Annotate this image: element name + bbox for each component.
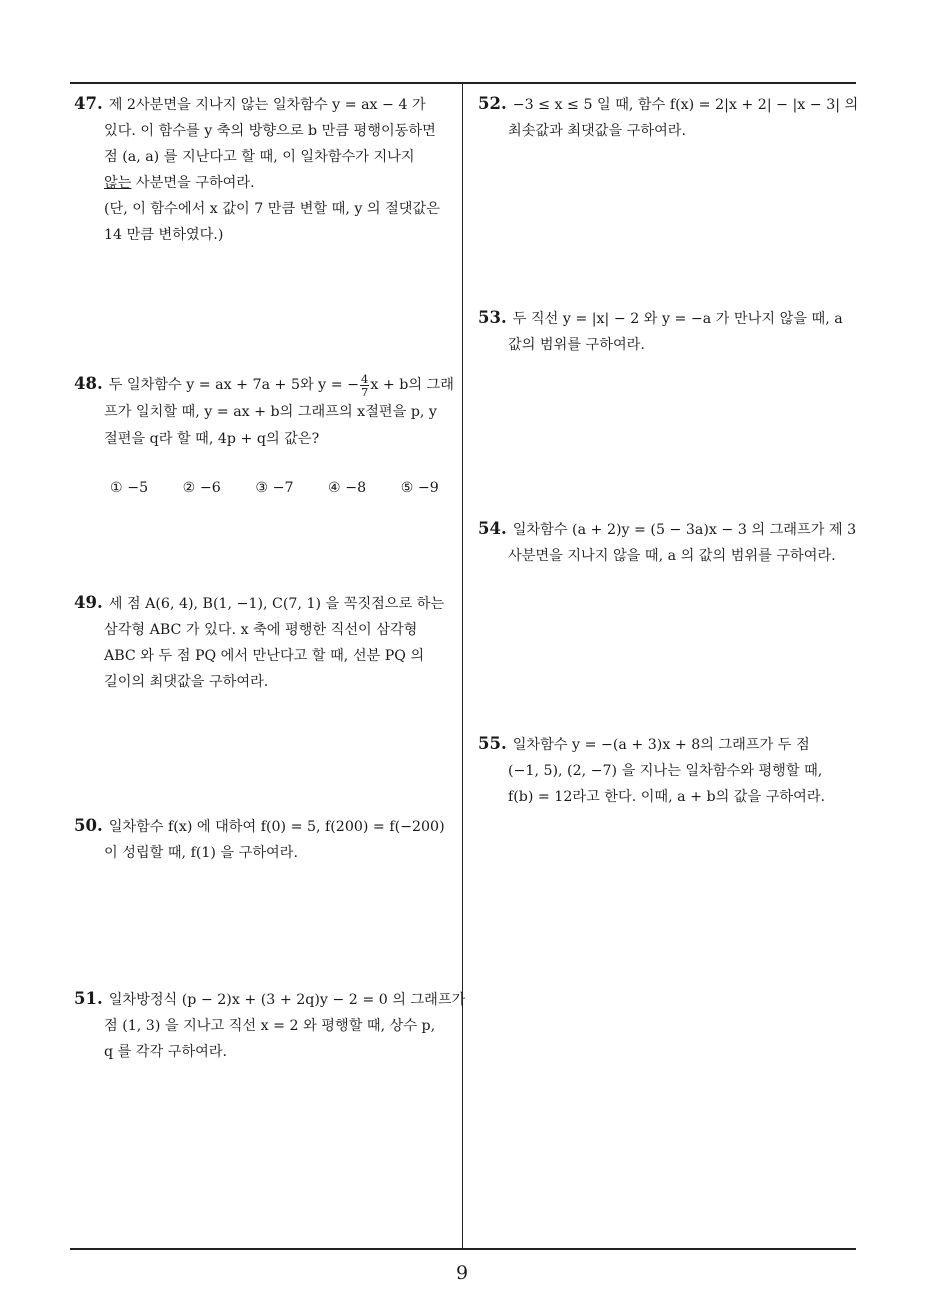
- problem-condition: (단, 이 함수에서 x 값이 7 만큼 변할 때, y 의 절댓값은: [104, 201, 440, 217]
- problem-text: 있다. 이 함수를 y 축의 방향으로 b 만큼 평행이동하면: [104, 123, 436, 139]
- problem-47: [74, 91, 440, 248]
- answer-choices: [110, 480, 469, 496]
- problem-text: 일차함수 y = −(a + 3)x + 8의 그래프가 두 점: [512, 737, 810, 753]
- problem-text: 사분면을 지나지 않을 때, a 의 값의 범위를 구하여라.: [508, 548, 836, 564]
- problem-text: 점 (a, a) 를 지난다고 할 때, 이 일차함수가 지나지: [104, 149, 415, 165]
- problem-text: 두 직선 y = |x| − 2 와 y = −a 가 만나지 않을 때, a: [512, 311, 843, 327]
- problem-50: [74, 813, 445, 866]
- problem-text: f(b) = 12라고 한다. 이때, a + b의 값을 구하여라.: [508, 789, 826, 805]
- choice-5: ⑤ −9: [400, 480, 439, 496]
- problem-condition: 14 만큼 변하였다.): [104, 227, 224, 243]
- problem-number: 49.: [74, 593, 103, 612]
- problem-text: 이 성립할 때, f(1) 을 구하여라.: [104, 845, 298, 861]
- problem-54: [478, 516, 856, 569]
- problem-number: 51.: [74, 989, 103, 1008]
- problem-text: 일차방정식 (p − 2)x + (3 + 2q)y − 2 = 0 의 그래프가: [108, 992, 466, 1008]
- problem-text: 점 (1, 3) 을 지나고 직선 x = 2 와 평행할 때, 상수 p,: [104, 1018, 436, 1034]
- underlined-word: 않는: [104, 175, 132, 191]
- bottom-rule: [70, 1248, 856, 1250]
- choice-3: ③ −7: [255, 480, 294, 496]
- problem-number: 48.: [74, 374, 103, 393]
- problem-53: [478, 305, 843, 358]
- problem-number: 50.: [74, 816, 103, 835]
- problem-text: 일차함수 f(x) 에 대하여 f(0) = 5, f(200) = f(−200): [108, 819, 445, 835]
- problem-number: 53.: [478, 308, 507, 327]
- problem-text: 세 점 A(6, 4), B(1, −1), C(7, 1) 을 꼭짓점으로 하는: [108, 596, 445, 612]
- problem-text: 두 일차함수 y = ax + 7a + 5와 y = −: [108, 377, 359, 393]
- fraction: $\frac{4}{7}$: [361, 371, 369, 399]
- problem-text: x + b의 그래: [370, 377, 454, 393]
- problem-51: [74, 986, 465, 1065]
- problem-55: [478, 731, 825, 810]
- problem-number: 55.: [478, 734, 507, 753]
- problem-text: 프가 일치할 때, y = ax + b의 그래프의 x절편을 p, y: [104, 404, 437, 420]
- problem-text: 제 2사분면을 지나지 않는 일차함수 y = ax − 4 가: [108, 97, 426, 113]
- page-number: 9: [456, 1262, 469, 1284]
- problem-text: 값의 범위를 구하여라.: [508, 337, 645, 353]
- problem-52: [478, 91, 858, 144]
- choice-1: ① −5: [110, 480, 149, 496]
- problem-text: 최솟값과 최댓값을 구하여라.: [508, 123, 686, 139]
- problem-49: [74, 590, 444, 695]
- problem-48: [74, 370, 454, 453]
- problem-text: ABC 와 두 점 PQ 에서 만난다고 할 때, 선분 PQ 의: [104, 648, 425, 664]
- problem-number: 47.: [74, 94, 103, 113]
- problem-text: 삼각형 ABC 가 있다. x 축에 평행한 직선이 삼각형: [104, 622, 418, 638]
- problem-number: 54.: [478, 519, 507, 538]
- problem-text: 일차함수 (a + 2)y = (5 − 3a)x − 3 의 그래프가 제 3: [512, 522, 857, 538]
- problem-text: 사분면을 구하여라.: [131, 175, 255, 191]
- choice-4: ④ −8: [328, 480, 367, 496]
- top-rule: [70, 82, 856, 84]
- problem-text: 길이의 최댓값을 구하여라.: [104, 674, 269, 690]
- problem-text: 절편을 q라 할 때, 4p + q의 값은?: [104, 431, 320, 447]
- problem-text: (−1, 5), (2, −7) 을 지나는 일차함수와 평행할 때,: [508, 763, 823, 779]
- problem-text: −3 ≤ x ≤ 5 일 때, 함수 f(x) = 2|x + 2| − |x − 3| 의: [512, 97, 859, 113]
- choice-2: ② −6: [182, 480, 221, 496]
- column-divider: [462, 82, 463, 1249]
- problem-number: 52.: [478, 94, 507, 113]
- problem-text: q 를 각각 구하여라.: [104, 1044, 228, 1060]
